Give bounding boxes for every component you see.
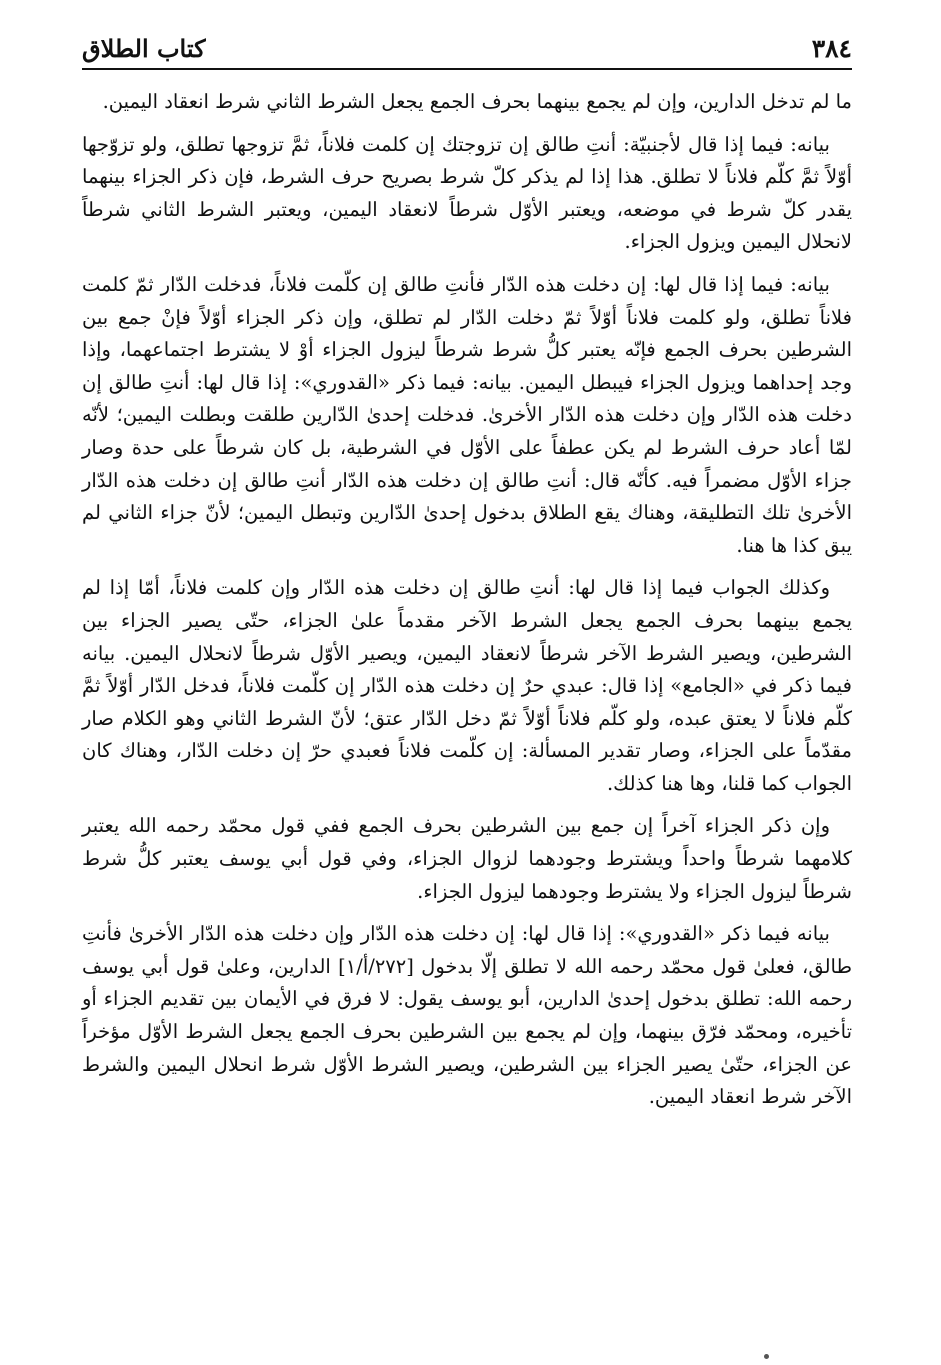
- paragraph-continuation: ما لم تدخل الدارين، وإن لم يجمع بينهما بحرف الجمع يجعل الشرط الثاني شرط انعقاد اليمين.: [102, 90, 852, 113]
- page-number: ٣٨٤: [811, 34, 852, 63]
- running-title: كتاب الطلاق: [82, 34, 206, 63]
- paragraph: بيانه فيما ذكر «القدوري»: إذا قال لها: إن دخلت هذه الدّار وإن دخلت هذه الدّار الأخرىٰ فأنتِ طالق، فعلىٰ قول محمّد رحمه الله لا تطلق إلّا بدخول [٢٧٢/أ/١] الدارين، وعلىٰ قول أبي يوسف رحمه الله: تطلق بدخول إحدىٰ الدارين، أبو يوسف يقول: لا فرق في الأيمان بين تقديم الجزاء أو تأخيره، ومحمّد فرّق بينهما، وإن لم يجمع بين الشرطين بحرف الجمع يجعل الشرط الأوّل مؤخراً عن الجزاء، حتّىٰ يصير الجزاء بين الشرطين، ويصير الشرط الأوّل شرط انحلال اليمين والشرط الآخر شرط انعقاد اليمين.: [82, 922, 852, 1109]
- scan-speck: [764, 1354, 769, 1359]
- paragraph: وكذلك الجواب فيما إذا قال لها: أنتِ طالق إن دخلت هذه الدّار وإن كلمت فلاناً، أمّا إذا لم يجمع بينهما بحرف الجمع يجعل الشرط الآخر مقدماً علىٰ الجزاء، حتّى يصير الجزاء بين الشرطين، ويصير الشرط الآخر شرطاً لانعقاد اليمين، ويصير الأوّل شرطاً لانحلال اليمين. بيانه فيما ذكر في «الجامع» إذا قال: عبدي حرٌ إن دخلت هذه الدّار إن كلّمت فلاناً، فدخل الدّار أوّلاً ثمَّ كلّم فلاناً لا يعتق عبده، ولو كلّم فلاناً أوّلاً ثمّ دخل الدّار عتق؛ لأنّ الشرط الثاني وهو الكلام صار مقدّماً على الجزاء، وصار تقدير المسألة: إن كلّمت فلاناً فعبدي حرّ إن دخلت الدّار، وهناك كان الجواب كما قلنا، وها هنا كذلك.: [82, 576, 852, 795]
- paragraph: بيانه: فيما إذا قال لأجنبيّة: أنتِ طالق إن تزوجتك إن كلمت فلاناً، ثمَّ تزوجها تطلق، ولو تزوّجها أوّلاً ثمَّ كلّم فلاناً لا تطلق. هذا إذا لم يذكر كلّ شرط بصريح حرف الشرط، فإن ذكر الجزاء بينهما يقدر كلّ شرط في موضعه، ويعتبر الأوّل شرطاً لانعقاد اليمين، ويعتبر الشرط الثاني شرطاً لانحلال اليمين ويزول الجزاء.: [82, 132, 852, 254]
- body-text: [82, 86, 852, 1124]
- header-rule: [82, 68, 852, 70]
- paragraph: وإن ذكر الجزاء آخراً إن جمع بين الشرطين بحرف الجمع ففي قول محمّد رحمه الله يعتبر كلامهما شرطاً واحداً ويشترط وجودهما لزوال الجزاء، وفي قول أبي يوسف يعتبر كلُّ شرط شرطاً ليزول الجزاء ولا يشترط وجودهما ليزول الجزاء.: [82, 814, 852, 903]
- paragraph: بيانه: فيما إذا قال لها: إن دخلت هذه الدّار فأنتِ طالق إن كلّمت فلاناً، فدخلت الدّار ثمّ كلمت فلاناً تطلق، ولو كلمت فلاناً أوّلاً ثمّ دخلت الدّار لم تطلق، وإن ذكر الجزاء أوّلاً فإنْ جمع بين الشرطين بحرف الجمع فإنّه يعتبر كلُّ شرط شرطاً ليزول الجزاء أوْ لا يشترط اجتماعهما، وإذا وجد إحداهما ويزول الجزاء فيبطل اليمين. بيانه: فيما ذكر «القدوري»: إذا قال لها: أنتِ طالق إن دخلت هذه الدّار وإن دخلت هذه الدّار الأخرىٰ. فدخلت إحدىٰ الدّارين طلقت وبطلت اليمين؛ لأنّه لمّا أعاد حرف الشرط لم يكن عطفاً على الأوّل في الشرطية، بل كان شرطاً على حدة وصار جزاء الأوّل مضمراً فيه. كأنّه قال: أنتِ طالق إن دخلت هذه الدّار أنتِ طالق إن دخلت هذه الدّار الأخرىٰ تلك التطليقة، وهناك يقع الطلاق بدخول إحدىٰ الدّارين وتبطل اليمين؛ لأنّ جزاء الثاني لم يبق كذا ها هنا.: [82, 272, 852, 557]
- page-header: [82, 34, 852, 64]
